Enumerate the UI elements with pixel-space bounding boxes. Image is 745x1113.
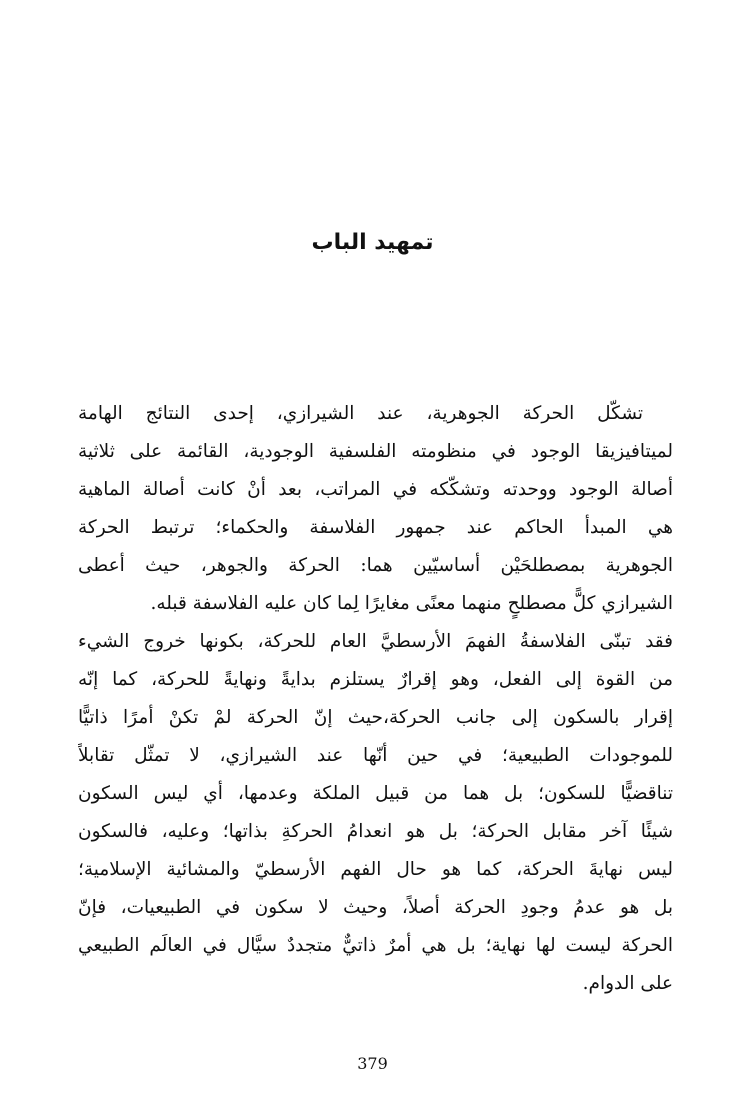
page-number: 379 <box>357 1054 388 1073</box>
text-line: من القوة إلى الفعل، وهو إقرارٌ يستلزم بدايةً ونهايةً للحركة، كما إنّه <box>78 669 673 690</box>
text-line: هي المبدأ الحاكم عند جمهور الفلاسفة والحكماء؛ ترتبط الحركة <box>78 517 673 538</box>
text-line: الشيرازي كلًّ مصطلحٍ منهما معنًى مغايرًا لِما كان عليه الفلاسفة قبله. <box>150 593 673 614</box>
chapter-title: تمهيد الباب <box>311 230 434 255</box>
text-line: شيئًا آخر مقابل الحركة؛ بل هو انعدامُ الحركةِ بذاتها؛ وعليه، فالسكون <box>78 821 673 842</box>
text-line: فقد تبنّى الفلاسفةُ الفهمَ الأرسطيَّ العام للحركة، بكونها خروج الشيء <box>78 631 673 652</box>
text-line: الجوهرية بمصطلحَيْن أساسيّين هما: الحركة والجوهر، حيث أعطى <box>78 555 673 576</box>
text-line: الحركة ليست لها نهاية؛ بل هي أمرٌ ذاتيٌّ متجددٌ سيَّال في العالَم الطبيعي <box>78 935 673 956</box>
text-line: ليس نهايةَ الحركة، كما هو حال الفهم الأرسطيّ والمشائية الإسلامية؛ <box>78 859 673 880</box>
text-line: على الدوام. <box>582 973 673 994</box>
text-line: تناقضيًّا للسكون؛ بل هما من قبيل الملكة وعدمها، أي ليس السكون <box>78 783 673 804</box>
text-line: لميتافيزيقا الوجود في منظومته الفلسفية الوجودية، القائمة على ثلاثية <box>78 441 673 462</box>
text-line: أصالة الوجود ووحدته وتشكّكه في المراتب، بعد أنْ كانت أصالة الماهية <box>78 479 673 500</box>
text-line: تشكّل الحركة الجوهرية، عند الشيرازي، إحدى النتائج الهامة <box>78 403 643 424</box>
text-line: إقرار بالسكون إلى جانب الحركة،حيث إنّ الحركة لمْ تكنْ أمرًا ذاتيًّا <box>78 707 673 728</box>
text-line: بل هو عدمُ وجودِ الحركة أصلاً، وحيث لا سكون في الطبيعيات، فإنّ <box>78 897 673 918</box>
text-line: للموجودات الطبيعية؛ في حين أنّها عند الشيرازي، لا تمثّل تقابلاً <box>78 745 673 766</box>
body-paragraph <box>78 395 673 1003</box>
